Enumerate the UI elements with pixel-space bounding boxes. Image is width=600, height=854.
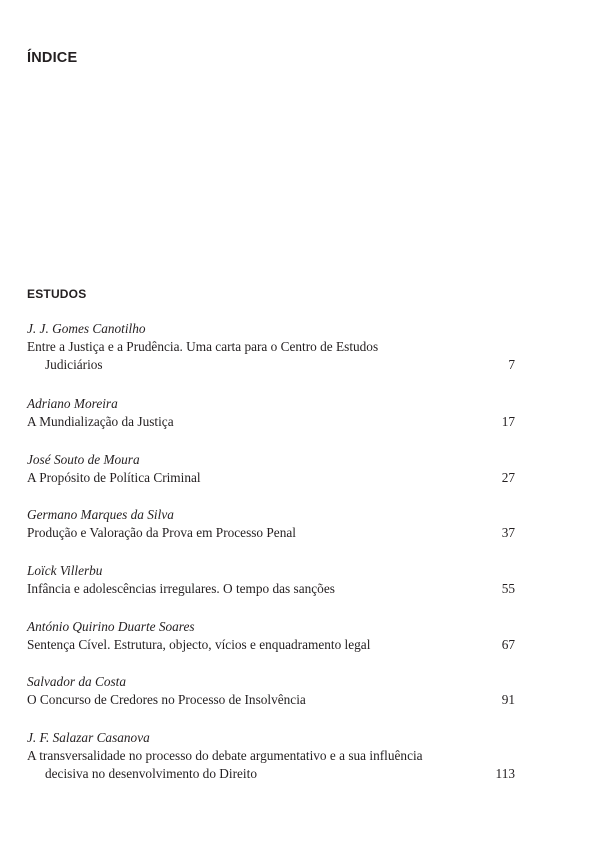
table-of-contents bbox=[27, 320, 519, 783]
entry-title-line: decisiva no desenvolvimento do Direito bbox=[45, 766, 257, 782]
entry-title bbox=[27, 580, 519, 598]
entry-page-number: 7 bbox=[508, 357, 515, 372]
entry-title bbox=[27, 413, 519, 431]
toc-entry bbox=[27, 618, 519, 674]
entry-title-line: A Mundialização da Justiça bbox=[27, 414, 174, 429]
entry-title bbox=[27, 524, 519, 542]
entry-page-number: 17 bbox=[501, 414, 515, 429]
entry-page-number: 67 bbox=[501, 636, 515, 652]
entry-title bbox=[27, 338, 519, 374]
entry-author: José Souto de Moura bbox=[27, 451, 140, 467]
entry-author: J. F. Salazar Casanova bbox=[27, 730, 150, 746]
entry-author: Loïck Villerbu bbox=[27, 563, 103, 579]
entry-author: Salvador da Costa bbox=[27, 674, 126, 690]
entry-page-number: 91 bbox=[501, 692, 515, 708]
entry-author: Germano Marques da Silva bbox=[27, 507, 174, 523]
entry-author: António Quirino Duarte Soares bbox=[27, 618, 195, 634]
toc-entry bbox=[27, 562, 519, 618]
entry-page-number: 55 bbox=[501, 581, 515, 597]
toc-entry bbox=[27, 451, 519, 507]
entry-author: J. J. Gomes Canotilho bbox=[27, 321, 146, 336]
entry-title bbox=[27, 636, 519, 654]
toc-entry bbox=[27, 673, 519, 729]
entry-page-number: 37 bbox=[501, 525, 515, 541]
entry-page-number: 27 bbox=[501, 469, 515, 485]
toc-entry bbox=[27, 729, 519, 783]
entry-page-number: 113 bbox=[495, 766, 515, 782]
entry-title-line: A transversalidade no processo do debate argumentativo e a sua influência bbox=[27, 748, 423, 764]
page-title: ÍNDICE bbox=[27, 50, 78, 66]
entry-title bbox=[27, 747, 519, 783]
section-title: ESTUDOS bbox=[27, 287, 87, 301]
entry-title-line: O Concurso de Credores no Processo de Insolvência bbox=[27, 692, 306, 708]
entry-title-line: Infância e adolescências irregulares. O tempo das sanções bbox=[27, 581, 335, 597]
toc-entry bbox=[27, 395, 519, 451]
entry-title bbox=[27, 691, 519, 709]
toc-entry bbox=[27, 320, 519, 395]
entry-title-line: Sentença Cível. Estrutura, objecto, vícios e enquadramento legal bbox=[27, 636, 371, 652]
entry-title-line: Entre a Justiça e a Prudência. Uma carta para o Centro de Estudos bbox=[27, 339, 379, 354]
entry-title bbox=[27, 469, 519, 487]
toc-entry bbox=[27, 506, 519, 562]
entry-title-line: A Propósito de Política Criminal bbox=[27, 469, 201, 485]
entry-title-line: Produção e Valoração da Prova em Processo Penal bbox=[27, 525, 296, 541]
entry-title-line: Judiciários bbox=[45, 357, 103, 372]
entry-author: Adriano Moreira bbox=[27, 396, 118, 411]
